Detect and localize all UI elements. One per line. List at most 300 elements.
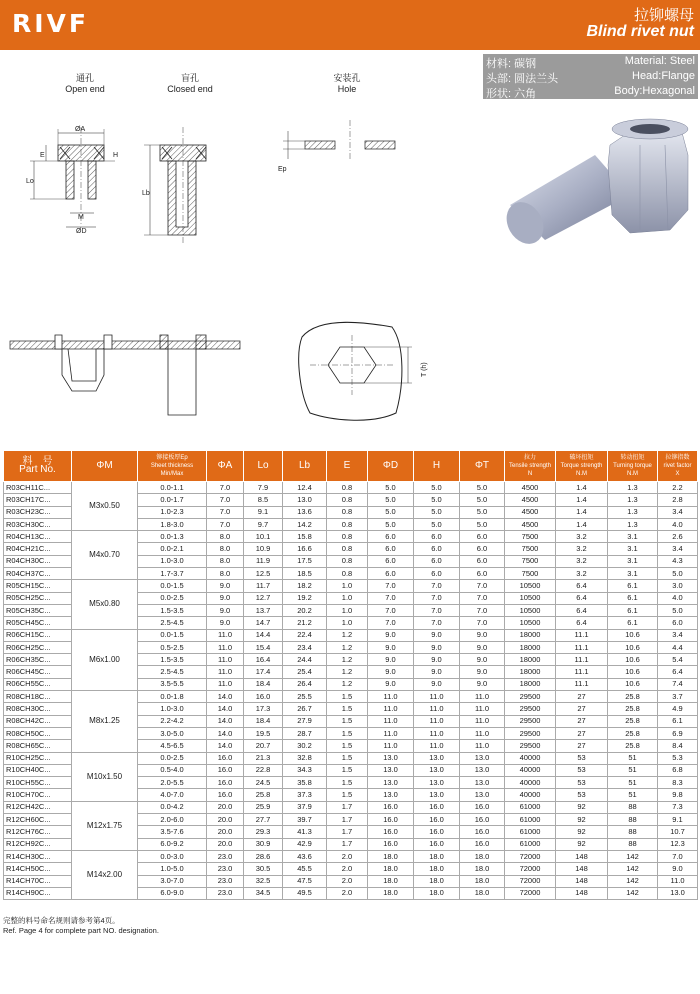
- spec-label-en: Body:Hexagonal: [614, 85, 695, 97]
- cell-h: 6.0: [414, 568, 460, 580]
- cell-lo: 29.3: [244, 826, 283, 838]
- cell-tensile: 40000: [505, 752, 556, 764]
- cell-h: 6.0: [414, 555, 460, 567]
- cell-h: 11.0: [414, 703, 460, 715]
- cell-part-no: R14CH70C...: [4, 875, 72, 887]
- cell-h: 9.0: [414, 678, 460, 690]
- cell-rivet-factor: 6.0: [658, 617, 698, 629]
- cell-lo: 25.8: [244, 789, 283, 801]
- cell-lo: 10.9: [244, 543, 283, 555]
- cell-t: 11.0: [460, 691, 505, 703]
- cell-lb: 28.7: [283, 727, 327, 739]
- cell-torque: 27: [556, 691, 608, 703]
- header-tensile-cn: 拉力: [523, 455, 536, 461]
- cell-thread: M6x1.00: [72, 629, 138, 690]
- header-part-en: Part No.: [19, 464, 56, 475]
- cell-turning: 51: [608, 764, 658, 776]
- cell-a: 8.0: [207, 555, 244, 567]
- cell-torque: 92: [556, 838, 608, 850]
- cell-e: 1.5: [327, 740, 368, 752]
- cell-part-no: R08CH18C...: [4, 691, 72, 703]
- cell-tensile: 18000: [505, 629, 556, 641]
- cell-rivet-factor: 11.0: [658, 875, 698, 887]
- cell-rivet-factor: 6.9: [658, 727, 698, 739]
- cell-torque: 11.1: [556, 641, 608, 653]
- cell-d: 6.0: [368, 531, 414, 543]
- dim-e-label: E: [40, 152, 45, 159]
- hole-label: [322, 73, 372, 95]
- cell-tensile: 61000: [505, 826, 556, 838]
- cell-torque: 148: [556, 875, 608, 887]
- cell-e: 1.2: [327, 678, 368, 690]
- cell-turning: 6.1: [608, 604, 658, 616]
- cell-turning: 25.8: [608, 727, 658, 739]
- cell-tensile: 29500: [505, 691, 556, 703]
- table-row: [4, 850, 698, 862]
- cell-lb: 37.9: [283, 801, 327, 813]
- cell-t: 18.0: [460, 875, 505, 887]
- cell-turning: 6.1: [608, 592, 658, 604]
- header-a: [207, 451, 244, 482]
- cell-a: 7.0: [207, 494, 244, 506]
- header-rivet-cn: 拉铆指数: [665, 455, 690, 461]
- table-row: [4, 531, 698, 543]
- cell-torque: 11.1: [556, 678, 608, 690]
- cell-torque: 1.4: [556, 494, 608, 506]
- cell-e: 2.0: [327, 887, 368, 899]
- cell-e: 1.5: [327, 715, 368, 727]
- cell-e: 0.8: [327, 568, 368, 580]
- cell-part-no: R06CH15C...: [4, 629, 72, 641]
- header-part-no: [4, 451, 72, 482]
- cell-turning: 6.1: [608, 617, 658, 629]
- cell-d: 16.0: [368, 814, 414, 826]
- cell-e: 1.5: [327, 727, 368, 739]
- cell-t: 9.0: [460, 629, 505, 641]
- cell-lb: 12.4: [283, 482, 327, 494]
- cell-h: 13.0: [414, 777, 460, 789]
- cell-turning: 1.3: [608, 494, 658, 506]
- cell-a: 14.0: [207, 740, 244, 752]
- cell-lb: 20.2: [283, 604, 327, 616]
- cell-lb: 37.3: [283, 789, 327, 801]
- cell-turning: 51: [608, 789, 658, 801]
- cell-h: 5.0: [414, 518, 460, 530]
- cell-lo: 19.5: [244, 727, 283, 739]
- header-e-text: E: [343, 460, 351, 471]
- cell-tensile: 10500: [505, 617, 556, 629]
- cell-turning: 142: [608, 863, 658, 875]
- hole-cn: 安装孔: [333, 73, 361, 83]
- cell-a: 11.0: [207, 678, 244, 690]
- cell-torque: 6.4: [556, 617, 608, 629]
- cell-torque: 27: [556, 740, 608, 752]
- cell-sheet-thickness: 0.0-2.5: [138, 592, 207, 604]
- cell-d: 6.0: [368, 568, 414, 580]
- cell-torque: 53: [556, 752, 608, 764]
- cell-lb: 19.2: [283, 592, 327, 604]
- cell-thread: M5x0.80: [72, 580, 138, 629]
- cell-torque: 148: [556, 863, 608, 875]
- cell-sheet-thickness: 1.5-3.5: [138, 604, 207, 616]
- cell-lb: 26.7: [283, 703, 327, 715]
- cell-e: 1.5: [327, 777, 368, 789]
- cell-h: 16.0: [414, 814, 460, 826]
- cell-rivet-factor: 2.6: [658, 531, 698, 543]
- dim-ep-label: Ep: [278, 166, 287, 173]
- cell-lo: 9.1: [244, 506, 283, 518]
- cell-h: 13.0: [414, 764, 460, 776]
- cell-t: 18.0: [460, 887, 505, 899]
- cell-lo: 8.5: [244, 494, 283, 506]
- closed-end-cn: 盲孔: [180, 73, 199, 83]
- cell-rivet-factor: 9.0: [658, 863, 698, 875]
- header-rivet-en: rivet factor: [663, 463, 692, 469]
- cell-lb: 18.2: [283, 580, 327, 592]
- cell-a: 16.0: [207, 752, 244, 764]
- cell-lo: 18.4: [244, 678, 283, 690]
- cell-a: 11.0: [207, 654, 244, 666]
- cell-turning: 10.6: [608, 629, 658, 641]
- dim-m-label: M: [78, 214, 84, 221]
- cell-h: 18.0: [414, 875, 460, 887]
- header-part-cn: 料 号: [22, 456, 53, 467]
- cell-a: 7.0: [207, 518, 244, 530]
- cell-lb: 30.2: [283, 740, 327, 752]
- cell-turning: 3.1: [608, 555, 658, 567]
- cell-thread: M12x1.75: [72, 801, 138, 850]
- cell-a: 8.0: [207, 531, 244, 543]
- cell-a: 16.0: [207, 777, 244, 789]
- cell-torque: 1.4: [556, 482, 608, 494]
- cell-tensile: 4500: [505, 518, 556, 530]
- cell-lo: 18.4: [244, 715, 283, 727]
- cell-turning: 1.3: [608, 482, 658, 494]
- cell-tensile: 7500: [505, 543, 556, 555]
- hole-drawing: [278, 120, 395, 173]
- cell-lo: 9.7: [244, 518, 283, 530]
- cell-rivet-factor: 2.2: [658, 482, 698, 494]
- cell-lo: 13.7: [244, 604, 283, 616]
- cell-thread: M10x1.50: [72, 752, 138, 801]
- header-sheet-unit: Min/Max: [160, 471, 184, 477]
- cell-turning: 10.6: [608, 641, 658, 653]
- cell-lo: 25.9: [244, 801, 283, 813]
- cell-turning: 142: [608, 887, 658, 899]
- cell-e: 1.5: [327, 764, 368, 776]
- cell-tensile: 10500: [505, 604, 556, 616]
- cell-lo: 14.4: [244, 629, 283, 641]
- cell-t: 7.0: [460, 604, 505, 616]
- cell-part-no: R05CH15C...: [4, 580, 72, 592]
- cell-a: 20.0: [207, 838, 244, 850]
- header-turning-cn: 转动扭矩: [620, 455, 645, 461]
- cell-part-no: R12CH92C...: [4, 838, 72, 850]
- cell-a: 14.0: [207, 727, 244, 739]
- cell-d: 11.0: [368, 703, 414, 715]
- cell-lb: 49.5: [283, 887, 327, 899]
- cell-a: 20.0: [207, 826, 244, 838]
- cell-d: 7.0: [368, 604, 414, 616]
- table-row: [4, 580, 698, 592]
- cell-t: 5.0: [460, 518, 505, 530]
- cell-a: 9.0: [207, 580, 244, 592]
- header-turning-unit: N.M: [627, 471, 638, 477]
- cell-sheet-thickness: 1.0-2.3: [138, 506, 207, 518]
- cell-lb: 25.5: [283, 691, 327, 703]
- cell-h: 5.0: [414, 506, 460, 518]
- cell-a: 8.0: [207, 543, 244, 555]
- cell-sheet-thickness: 0.0-1.3: [138, 531, 207, 543]
- cell-h: 7.0: [414, 617, 460, 629]
- cell-a: 20.0: [207, 801, 244, 813]
- page-header: [0, 0, 700, 50]
- cell-sheet-thickness: 1.0-3.0: [138, 703, 207, 715]
- cell-a: 23.0: [207, 875, 244, 887]
- cell-turning: 51: [608, 777, 658, 789]
- cell-thread: M4x0.70: [72, 531, 138, 580]
- cell-t: 6.0: [460, 555, 505, 567]
- cell-part-no: R03CH23C...: [4, 506, 72, 518]
- cell-torque: 6.4: [556, 604, 608, 616]
- cell-a: 16.0: [207, 789, 244, 801]
- cell-lo: 12.7: [244, 592, 283, 604]
- cell-a: 11.0: [207, 641, 244, 653]
- cell-t: 9.0: [460, 666, 505, 678]
- cell-part-no: R08CH65C...: [4, 740, 72, 752]
- cell-d: 11.0: [368, 691, 414, 703]
- cell-d: 9.0: [368, 654, 414, 666]
- cell-d: 16.0: [368, 826, 414, 838]
- cell-lo: 34.5: [244, 887, 283, 899]
- dim-lo-label: Lo: [26, 178, 34, 185]
- cell-t: 7.0: [460, 580, 505, 592]
- cell-t: 9.0: [460, 654, 505, 666]
- header-lb-text: Lb: [298, 460, 311, 471]
- cell-a: 9.0: [207, 592, 244, 604]
- cell-e: 0.8: [327, 494, 368, 506]
- cell-a: 14.0: [207, 691, 244, 703]
- cell-torque: 11.1: [556, 666, 608, 678]
- cell-rivet-factor: 4.9: [658, 703, 698, 715]
- spec-label-cn: 材料: 碳钢: [486, 58, 537, 70]
- cell-d: 7.0: [368, 580, 414, 592]
- cell-turning: 3.1: [608, 543, 658, 555]
- header-lo: [244, 451, 283, 482]
- header-tensile: [505, 451, 556, 482]
- cell-tensile: 40000: [505, 764, 556, 776]
- cell-sheet-thickness: 4.5-6.5: [138, 740, 207, 752]
- cell-lb: 45.5: [283, 863, 327, 875]
- cell-rivet-factor: 5.3: [658, 752, 698, 764]
- cell-lb: 35.8: [283, 777, 327, 789]
- cell-part-no: R03CH17C...: [4, 494, 72, 506]
- cell-h: 7.0: [414, 604, 460, 616]
- header-d-text: ΦD: [382, 460, 399, 471]
- cell-torque: 27: [556, 703, 608, 715]
- cell-e: 1.5: [327, 752, 368, 764]
- open-end-drawing: [26, 126, 118, 235]
- spec-head: [483, 69, 698, 84]
- cell-e: 2.0: [327, 875, 368, 887]
- cell-h: 11.0: [414, 691, 460, 703]
- cell-e: 1.7: [327, 838, 368, 850]
- cell-a: 14.0: [207, 703, 244, 715]
- cell-turning: 88: [608, 826, 658, 838]
- cell-tensile: 29500: [505, 715, 556, 727]
- cell-sheet-thickness: 1.0-5.0: [138, 863, 207, 875]
- cell-sheet-thickness: 2.0-5.5: [138, 777, 207, 789]
- cell-rivet-factor: 12.3: [658, 838, 698, 850]
- cell-lo: 7.9: [244, 482, 283, 494]
- cell-rivet-factor: 8.4: [658, 740, 698, 752]
- cell-h: 18.0: [414, 887, 460, 899]
- cell-rivet-factor: 2.8: [658, 494, 698, 506]
- cell-h: 16.0: [414, 826, 460, 838]
- cell-sheet-thickness: 3.0-7.0: [138, 875, 207, 887]
- cell-e: 0.8: [327, 518, 368, 530]
- cell-lb: 14.2: [283, 518, 327, 530]
- cell-d: 7.0: [368, 592, 414, 604]
- cell-lb: 16.6: [283, 543, 327, 555]
- cell-turning: 10.6: [608, 678, 658, 690]
- cell-sheet-thickness: 0.5-2.5: [138, 641, 207, 653]
- cell-d: 9.0: [368, 678, 414, 690]
- cell-h: 16.0: [414, 838, 460, 850]
- header-lb: [283, 451, 327, 482]
- cell-e: 1.2: [327, 629, 368, 641]
- cell-t: 6.0: [460, 543, 505, 555]
- cell-part-no: R06CH55C...: [4, 678, 72, 690]
- cell-torque: 27: [556, 727, 608, 739]
- cell-lo: 16.4: [244, 654, 283, 666]
- cell-rivet-factor: 6.1: [658, 715, 698, 727]
- cell-turning: 10.6: [608, 654, 658, 666]
- cell-turning: 25.8: [608, 691, 658, 703]
- cell-tensile: 72000: [505, 863, 556, 875]
- cell-t: 7.0: [460, 617, 505, 629]
- cell-lb: 23.4: [283, 641, 327, 653]
- cell-sheet-thickness: 2.2-4.2: [138, 715, 207, 727]
- cell-torque: 92: [556, 801, 608, 813]
- cell-tensile: 61000: [505, 801, 556, 813]
- cell-lb: 39.7: [283, 814, 327, 826]
- cell-part-no: R10CH40C...: [4, 764, 72, 776]
- footnote-en: Ref. Page 4 for complete part NO. designation.: [3, 926, 159, 935]
- cell-part-no: R12CH42C...: [4, 801, 72, 813]
- table-row: [4, 801, 698, 813]
- cell-torque: 11.1: [556, 629, 608, 641]
- cell-torque: 148: [556, 887, 608, 899]
- cell-part-no: R05CH35C...: [4, 604, 72, 616]
- cell-e: 0.8: [327, 555, 368, 567]
- cell-rivet-factor: 10.7: [658, 826, 698, 838]
- cell-lo: 11.9: [244, 555, 283, 567]
- cell-t: 11.0: [460, 740, 505, 752]
- hex-hole-drawing: [299, 322, 428, 420]
- cell-torque: 53: [556, 764, 608, 776]
- cell-t: 5.0: [460, 506, 505, 518]
- cell-e: 2.0: [327, 863, 368, 875]
- cell-sheet-thickness: 0.0-4.2: [138, 801, 207, 813]
- cell-sheet-thickness: 2.5-4.5: [138, 617, 207, 629]
- cell-e: 1.7: [327, 801, 368, 813]
- cell-torque: 92: [556, 814, 608, 826]
- cell-tensile: 10500: [505, 580, 556, 592]
- spec-body: [483, 84, 698, 99]
- cell-sheet-thickness: 1.7-3.7: [138, 568, 207, 580]
- header-a-text: ΦA: [217, 460, 233, 471]
- spec-label-en: Material: Steel: [624, 55, 695, 67]
- cell-part-no: R05CH45C...: [4, 617, 72, 629]
- cell-turning: 10.6: [608, 666, 658, 678]
- cell-torque: 3.2: [556, 531, 608, 543]
- cell-h: 5.0: [414, 482, 460, 494]
- cell-h: 6.0: [414, 531, 460, 543]
- table-header-row: [4, 451, 698, 482]
- cell-part-no: R10CH70C...: [4, 789, 72, 801]
- cell-lo: 17.4: [244, 666, 283, 678]
- cell-h: 6.0: [414, 543, 460, 555]
- cell-lo: 11.7: [244, 580, 283, 592]
- cell-sheet-thickness: 0.5-4.0: [138, 764, 207, 776]
- cell-part-no: R08CH50C...: [4, 727, 72, 739]
- cell-lb: 24.4: [283, 654, 327, 666]
- cell-d: 5.0: [368, 494, 414, 506]
- cell-d: 18.0: [368, 863, 414, 875]
- cell-e: 1.0: [327, 604, 368, 616]
- cell-t: 13.0: [460, 789, 505, 801]
- header-sheet-thickness: [138, 451, 207, 482]
- cell-rivet-factor: 3.4: [658, 629, 698, 641]
- header-e: [327, 451, 368, 482]
- cell-lb: 42.9: [283, 838, 327, 850]
- cell-part-no: R05CH25C...: [4, 592, 72, 604]
- cell-a: 23.0: [207, 887, 244, 899]
- cell-sheet-thickness: 1.0-3.0: [138, 555, 207, 567]
- cell-a: 9.0: [207, 604, 244, 616]
- cell-rivet-factor: 8.3: [658, 777, 698, 789]
- cell-turning: 88: [608, 814, 658, 826]
- cell-d: 16.0: [368, 838, 414, 850]
- cell-tensile: 40000: [505, 789, 556, 801]
- cell-e: 1.2: [327, 654, 368, 666]
- cell-d: 9.0: [368, 629, 414, 641]
- cell-lb: 22.4: [283, 629, 327, 641]
- cell-t: 13.0: [460, 777, 505, 789]
- footnote-cn: 完整的料号命名规则请参考第4页。: [3, 916, 120, 925]
- cell-lb: 34.3: [283, 764, 327, 776]
- cell-part-no: R04CH37C...: [4, 568, 72, 580]
- cell-t: 16.0: [460, 826, 505, 838]
- cell-tensile: 10500: [505, 592, 556, 604]
- rivet-nut-product-image: [490, 115, 695, 255]
- cell-thread: M14x2.00: [72, 850, 138, 899]
- cell-lb: 15.8: [283, 531, 327, 543]
- cell-sheet-thickness: 4.0-7.0: [138, 789, 207, 801]
- cell-h: 18.0: [414, 863, 460, 875]
- cell-h: 5.0: [414, 494, 460, 506]
- cell-t: 11.0: [460, 727, 505, 739]
- hole-en: Hole: [337, 84, 357, 94]
- header-torque-unit: N.M: [576, 471, 587, 477]
- cell-h: 11.0: [414, 727, 460, 739]
- cell-a: 23.0: [207, 850, 244, 862]
- cell-e: 1.0: [327, 592, 368, 604]
- cell-e: 1.5: [327, 789, 368, 801]
- cell-lb: 32.8: [283, 752, 327, 764]
- cell-part-no: R14CH50C...: [4, 863, 72, 875]
